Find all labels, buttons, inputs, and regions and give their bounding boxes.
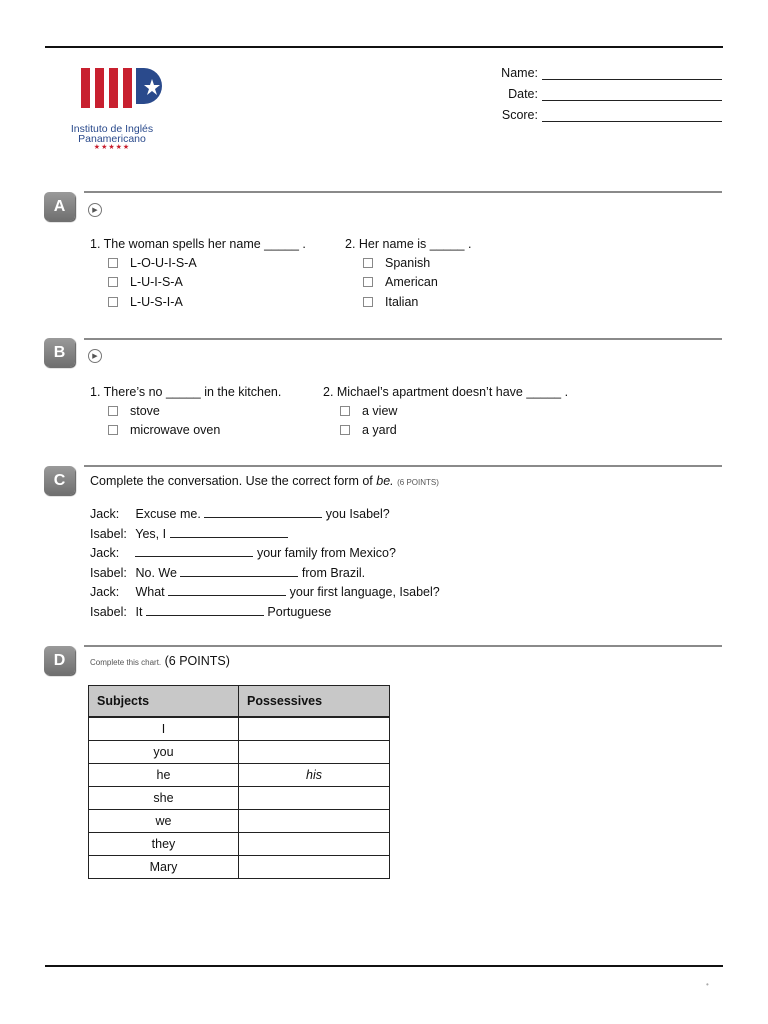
student-info-fields — [470, 59, 722, 122]
date-label: Date: — [508, 87, 538, 101]
section-c-instruction — [90, 474, 439, 488]
conversation-line-6 — [90, 604, 331, 619]
option-label: stove — [130, 404, 160, 418]
line-before: No. We — [135, 566, 177, 580]
table-row — [89, 717, 390, 741]
line-after: from Brazil. — [301, 566, 366, 580]
section-a-question-1: 1. The woman spells her name _____ . — [90, 237, 306, 251]
conversation-line-4 — [90, 565, 365, 580]
points-label: (6 POINTS) — [397, 478, 439, 487]
checkbox[interactable] — [108, 277, 118, 287]
answer-blank[interactable] — [204, 506, 322, 518]
table-row — [89, 810, 390, 833]
section-b-question-1: 1. There’s no _____ in the kitchen. — [90, 385, 282, 399]
subject-cell: I — [89, 717, 239, 741]
logo-stars: ★★★★★ — [93, 144, 131, 151]
line-before: What — [135, 585, 165, 599]
date-line[interactable] — [542, 88, 722, 101]
section-d-badge: D — [44, 646, 75, 675]
conversation-line-1 — [90, 506, 390, 521]
possessive-cell[interactable] — [239, 833, 390, 856]
section-d-instruction — [90, 654, 230, 668]
section-b-q2-option-1[interactable] — [340, 404, 397, 418]
checkbox[interactable] — [108, 425, 118, 435]
line-after: your family from Mexico? — [256, 546, 396, 560]
option-label: Spanish — [385, 256, 431, 270]
possessive-cell[interactable] — [239, 856, 390, 879]
checkbox[interactable] — [108, 297, 118, 307]
header-possessives: Possessives — [239, 686, 390, 718]
answer-blank[interactable] — [170, 526, 288, 538]
possessive-cell[interactable] — [239, 717, 390, 741]
name-field[interactable] — [470, 59, 722, 80]
section-a-q1-option-1[interactable] — [108, 256, 197, 270]
section-a-q2-option-3[interactable] — [363, 295, 418, 309]
section-d-rule — [84, 645, 722, 647]
checkbox[interactable] — [340, 425, 350, 435]
audio-icon[interactable]: ▶ — [88, 349, 102, 363]
option-label: Italian — [385, 295, 419, 309]
subject-cell: we — [89, 810, 239, 833]
table-row — [89, 856, 390, 879]
section-a-question-2: 2. Her name is _____ . — [345, 237, 472, 251]
checkbox[interactable] — [363, 277, 373, 287]
option-label: a yard — [362, 423, 397, 437]
answer-blank[interactable] — [168, 584, 286, 596]
section-c-badge: C — [44, 466, 75, 495]
answer-blank[interactable] — [135, 545, 253, 557]
table-row — [89, 764, 390, 787]
option-label: L-U-I-S-A — [130, 275, 183, 289]
section-a-badge: A — [44, 192, 75, 221]
line-after: your first language, Isabel? — [289, 585, 440, 599]
checkbox[interactable] — [108, 258, 118, 268]
checkbox[interactable] — [340, 406, 350, 416]
option-label: American — [385, 275, 438, 289]
section-b-rule — [84, 338, 722, 340]
section-b-q1-option-2[interactable] — [108, 423, 220, 437]
table-row — [89, 787, 390, 810]
option-label: microwave oven — [130, 423, 221, 437]
section-a-q1-option-2[interactable] — [108, 275, 183, 289]
section-a-rule — [84, 191, 722, 193]
top-rule — [45, 46, 723, 48]
logo-line-2: Panamericano — [78, 133, 146, 145]
possessive-cell[interactable] — [239, 810, 390, 833]
logo-line-1: Instituto de Inglés — [70, 123, 154, 135]
line-before: It — [135, 605, 143, 619]
section-b-badge: B — [44, 338, 75, 367]
option-label: a view — [362, 404, 398, 418]
answer-blank[interactable] — [146, 604, 264, 616]
option-label: L-U-S-I-A — [130, 295, 183, 309]
conversation-line-5 — [90, 584, 440, 599]
possessive-cell[interactable] — [239, 741, 390, 764]
possessive-cell: his — [239, 764, 390, 787]
score-label: Score: — [501, 108, 538, 122]
line-before: Excuse me. — [135, 507, 201, 521]
bottom-rule — [45, 965, 723, 967]
header-subjects: Subjects — [89, 686, 239, 718]
speaker: Jack: — [90, 585, 120, 599]
conversation-line-3 — [90, 545, 396, 560]
section-b-q2-option-2[interactable] — [340, 423, 397, 437]
section-b-q1-option-1[interactable] — [108, 404, 160, 418]
speaker: Isabel: — [90, 605, 127, 619]
section-a-q1-option-3[interactable] — [108, 295, 183, 309]
possessive-cell[interactable] — [239, 787, 390, 810]
conversation-line-2 — [90, 526, 288, 541]
section-b-question-2: 2. Michael’s apartment doesn’t have _____ . — [323, 385, 569, 399]
possessives-table — [88, 685, 390, 879]
speaker: Isabel: — [90, 527, 127, 541]
answer-blank[interactable] — [180, 565, 298, 577]
name-label: Name: — [501, 66, 538, 80]
subject-cell: Mary — [89, 856, 239, 879]
speaker: Isabel: — [90, 566, 127, 580]
name-line[interactable] — [542, 67, 722, 80]
table-row — [89, 833, 390, 856]
date-field[interactable] — [470, 80, 722, 101]
section-c-rule — [84, 465, 722, 467]
score-line[interactable] — [542, 109, 722, 122]
table-header-row — [89, 686, 390, 718]
line-after: Portuguese — [267, 605, 332, 619]
instruction-emphasis: be. — [376, 474, 394, 488]
speaker: Jack: — [90, 507, 120, 521]
checkbox[interactable] — [108, 406, 118, 416]
instruction-text: Complete the conversation. Use the correct form of — [90, 474, 377, 488]
speaker: Jack: — [90, 546, 120, 560]
subject-cell: you — [89, 741, 239, 764]
subject-cell: he — [89, 764, 239, 787]
audio-icon[interactable]: ▶ — [88, 203, 102, 217]
table-row — [89, 741, 390, 764]
subject-cell: she — [89, 787, 239, 810]
score-field[interactable] — [470, 101, 722, 122]
instruction-text: Complete this chart. — [90, 658, 162, 667]
points-label: (6 POINTS) — [164, 654, 230, 668]
logo-name — [60, 124, 164, 144]
checkbox[interactable] — [363, 297, 373, 307]
section-a-q2-option-1[interactable] — [363, 256, 430, 270]
line-before: Yes, I — [135, 527, 167, 541]
subject-cell: they — [89, 833, 239, 856]
checkbox[interactable] — [363, 258, 373, 268]
line-after: you Isabel? — [325, 507, 390, 521]
option-label: L-O-U-I-S-A — [130, 256, 197, 270]
section-a-q2-option-2[interactable] — [363, 275, 438, 289]
footer-mark: • — [706, 980, 709, 989]
